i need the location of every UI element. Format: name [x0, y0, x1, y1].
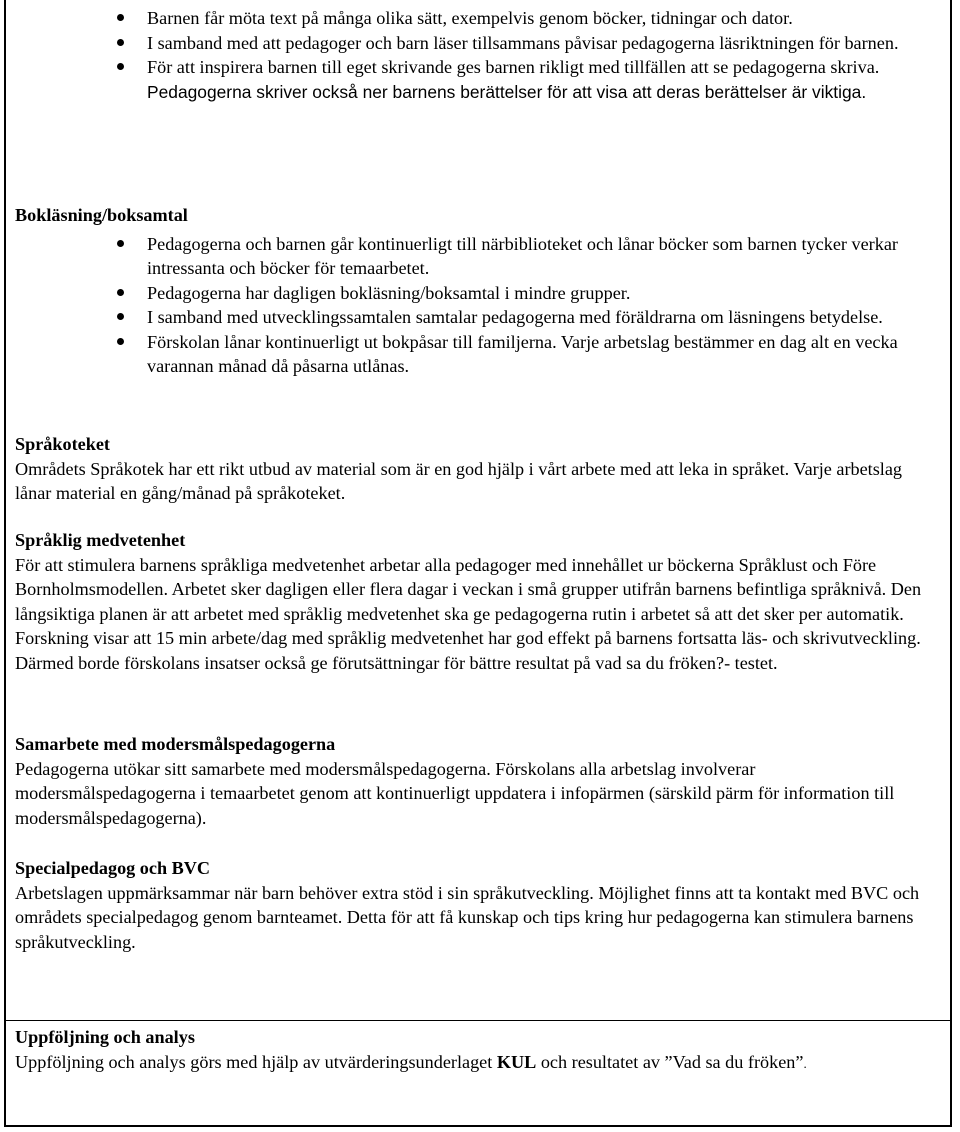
section-heading: Specialpedagog och BVC	[15, 858, 211, 878]
frame-border-bottom	[4, 1125, 952, 1127]
list-item: I samband med utvecklingssamtalen samtalar pedagogerna med föräldrarna om läsningens betydelse.	[15, 305, 940, 330]
section-heading: Språklig medvetenhet	[15, 530, 186, 550]
section-text: Uppföljning och analys görs med hjälp av utvärderingsunderlaget KUL och resultatet av ”Vad sa du fröken”.	[15, 1051, 807, 1072]
bullet-icon	[117, 63, 124, 70]
section-mother-tongue	[15, 732, 940, 830]
bullet-icon	[117, 39, 124, 46]
section-heading: Bokläsning/boksamtal	[15, 205, 188, 225]
bullet-icon	[117, 338, 124, 345]
section-special-ed	[15, 856, 940, 954]
bullet-icon	[117, 313, 124, 320]
section-divider	[4, 1020, 952, 1021]
bullet-icon	[117, 289, 124, 296]
section-booktalk	[15, 203, 940, 379]
section-language-awareness	[15, 528, 940, 675]
bullet-icon	[117, 14, 124, 21]
list-item: Pedagogerna och barnen går kontinuerligt till närbiblioteket och lånar böcker som barnen tycker verkar intressanta och böcker för temaarbetet.	[15, 232, 940, 281]
section-sprakoteket	[15, 432, 940, 506]
section-heading: Språkoteket	[15, 434, 110, 454]
list-item: I samband med att pedagoger och barn läser tillsammans påvisar pedagogerna läsriktningen för barnen.	[15, 31, 940, 56]
bullet-icon	[117, 240, 124, 247]
top-bullet-list	[15, 6, 940, 104]
section-heading: Samarbete med modersmålspedagogerna	[15, 734, 336, 754]
section-follow-up	[15, 1025, 940, 1076]
frame-border-left	[4, 0, 6, 1127]
list-item: Förskolan lånar kontinuerligt ut bokpåsar till familjerna. Varje arbetslag bestämmer en dag alt en vecka varannan månad då påsarna utlånas.	[15, 330, 940, 379]
section-heading: Uppföljning och analys	[15, 1027, 195, 1047]
list-item: Pedagogerna har dagligen bokläsning/boksamtal i mindre grupper.	[15, 281, 940, 306]
frame-border-right	[950, 0, 952, 1127]
list-item: För att inspirera barnen till eget skrivande ges barnen rikligt med tillfällen att se pedagogerna skriva. Pedagogerna skriver också ner barnens berättelser för att visa att deras berättelser är viktiga.	[15, 55, 940, 104]
section-text: Pedagogerna utökar sitt samarbete med modersmålspedagogerna. Förskolans alla arbetslag involverar modersmålspedagogerna i temaarbetet genom att kontinuerligt uppdatera i infopärmen (särskild pärm för information till modersmålspedagogerna).	[15, 758, 895, 828]
section-text: Områdets Språkotek har ett rikt utbud av material som är en god hjälp i vårt arbete med att leka in språket. Varje arbetslag lånar material en gång/månad på språkoteket.	[15, 458, 903, 503]
emphasis-kul: KUL	[496, 1051, 537, 1072]
section-text: Arbetslagen uppmärksammar när barn behöver extra stöd i sin språkutveckling. Möjlighet finns att ta kontakt med BVC och områdets specialpedagog genom barnteamet. Detta för att få kunskap och tips kring hur pedagogerna kan stimulera barnens språkutveckling.	[15, 882, 920, 952]
list-item: Barnen får möta text på många olika sätt, exempelvis genom böcker, tidningar och dator.	[15, 6, 940, 31]
section-text: För att stimulera barnens språkliga medvetenhet arbetar alla pedagoger med innehållet ur böckerna Språklust och Före Bornholmsmodellen. Arbetet sker dagligen eller flera dagar i veckan i små grupper utifrån barnens befintliga språknivå. Den långsiktiga planen är att arbetet med språklig medvetenhet ska ge pedagogerna rutin i arbetet så att det sker per automatik. Forskning visar att 15 min arbete/dag med språklig medvetenhet har god effekt på barnens fortsatta läs- och skrivutveckling. Därmed borde förskolans insatser också ge förutsättningar för bättre resultat på vad sa du fröken?- testet.	[15, 554, 922, 673]
